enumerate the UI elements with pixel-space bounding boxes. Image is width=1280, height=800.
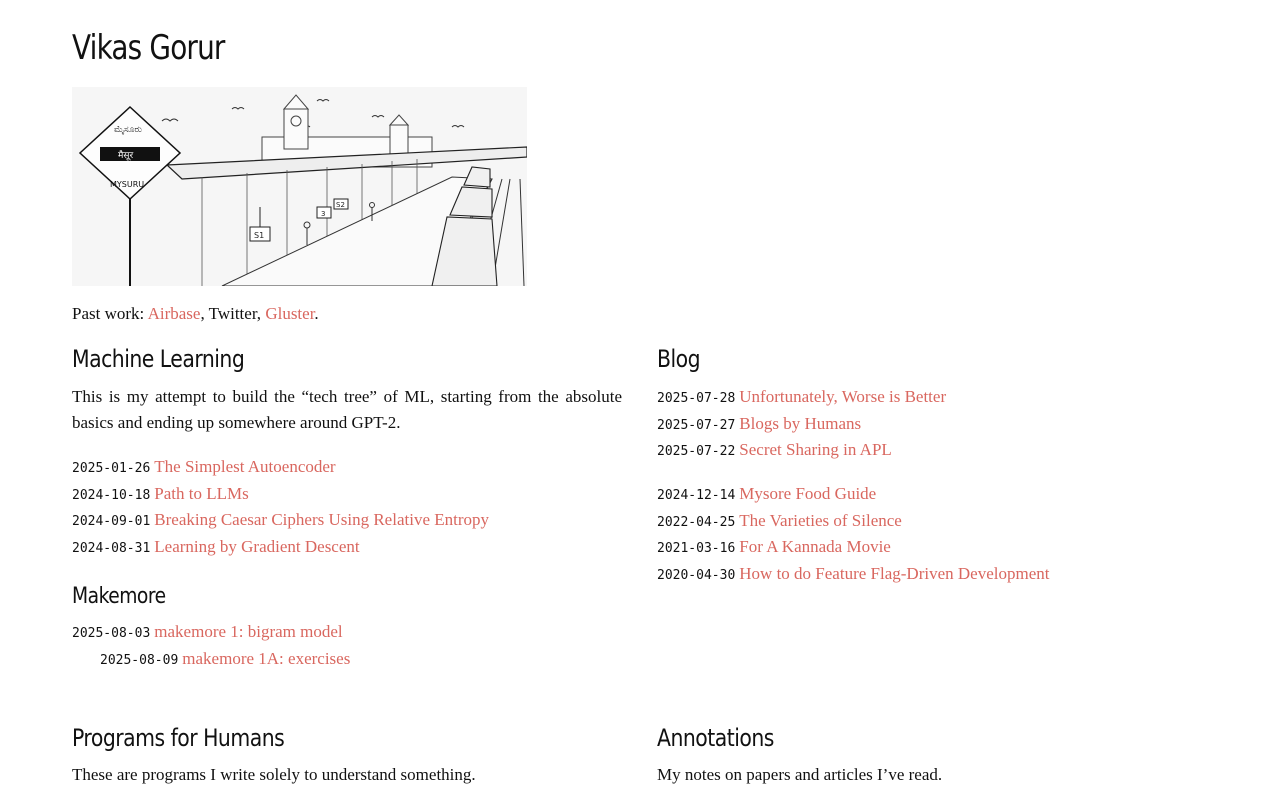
blog-post-list-older [657,481,1049,587]
svg-text:MYSURU: MYSURU [110,180,145,189]
post-date: 2025-07-28 [657,391,736,406]
post-link[interactable]: Breaking Caesar Ciphers Using Relative Entropy [154,510,490,529]
svg-text:S1: S1 [254,231,265,240]
post-link[interactable]: makemore 1: bigram model [154,622,343,641]
svg-text:ಮೈಸೂರು: ಮೈಸೂರು [114,125,142,135]
post-date: 2025-01-26 [72,461,151,476]
list-item [657,437,946,464]
post-link[interactable]: Path to LLMs [154,483,249,503]
post-link[interactable]: Blogs by Humans [739,413,862,433]
link-gluster[interactable]: Gluster [265,304,315,323]
annotations-intro: My notes on papers and articles I’ve read. [657,765,943,784]
post-link[interactable]: For A Kannada Movie [739,537,891,556]
list-item [72,481,489,508]
list-item [72,454,489,481]
link-airbase[interactable]: Airbase [147,304,201,323]
post-date: 2025-07-27 [657,417,736,433]
annotations-heading: Annotations [657,724,774,752]
list-item [72,619,350,646]
blog-heading: Blog [657,345,701,373]
post-date: 2022-04-25 [657,514,736,530]
ml-intro: This is my attempt to build the “tech tree” of ML, starting from the absolute basics and ending up somewhere around GPT-2. [72,387,622,432]
programs-intro: These are programs I write solely to understand something. [72,765,476,784]
past-work-twitter: , Twitter, [200,304,266,323]
ml-heading: Machine Learning [72,345,245,373]
list-item [657,534,1049,561]
programs-heading: Programs for Humans [72,724,285,752]
list-item [657,561,1049,588]
list-item [72,646,350,673]
list-item [657,384,946,411]
blog-post-list-recent [657,384,946,464]
list-item [72,507,489,534]
post-date: 2021-03-16 [657,541,736,556]
list-item [657,411,946,438]
list-item [657,508,1049,535]
makemore-heading: Makemore [72,584,166,609]
makemore-post-list [72,619,350,672]
post-link[interactable]: Learning by Gradient Descent [154,536,360,556]
post-link[interactable]: The Varieties of Silence [739,510,902,530]
post-date: 2025-08-09 [100,652,179,668]
railway-station-sketch-icon [72,87,527,286]
post-link[interactable]: Unfortunately, Worse is Better [739,387,947,406]
site-title[interactable]: Vikas Gorur [72,28,225,68]
post-date: 2025-07-22 [657,444,736,459]
post-link[interactable]: makemore 1A: exercises [182,648,351,668]
post-link[interactable]: How to do Feature Flag-Driven Development [739,563,1050,583]
svg-text:3: 3 [321,210,326,218]
post-date: 2024-12-14 [657,488,736,503]
list-item [657,481,1049,508]
post-date: 2020-04-30 [657,567,736,583]
ml-post-list [72,454,489,560]
post-link[interactable]: Secret Sharing in APL [739,440,892,459]
list-item [72,534,489,561]
svg-text:मैसूर: मैसूर [118,151,134,161]
hero-image [72,87,527,286]
past-work [72,304,319,324]
post-link[interactable]: The Simplest Autoencoder [154,457,336,476]
post-date: 2024-10-18 [72,487,151,503]
svg-text:S2: S2 [336,201,345,209]
post-date: 2024-08-31 [72,540,151,556]
post-date: 2025-08-03 [72,626,151,641]
past-work-period: . [314,304,319,323]
past-work-label: Past work: [72,304,148,323]
post-date: 2024-09-01 [72,514,151,529]
post-link[interactable]: Mysore Food Guide [739,484,877,503]
